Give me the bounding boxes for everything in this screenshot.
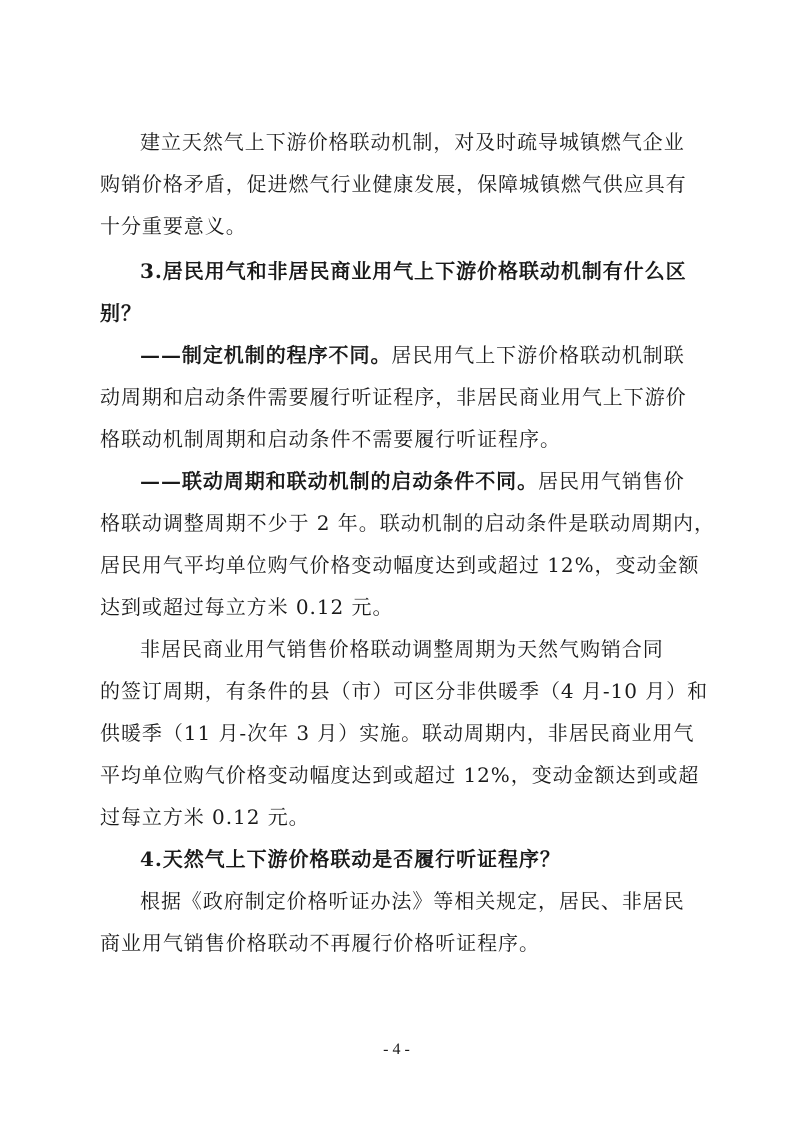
paragraph-line: 根据《政府制定价格听证办法》等相关规定，居民、非居民 (140, 889, 685, 913)
paragraph-line: ——联动周期和联动机制的启动条件不同。居民用气销售价 (140, 469, 685, 493)
paragraph-line: ——制定机制的程序不同。居民用气上下游价格联动机制联 (140, 343, 685, 367)
paragraph-line: 达到或超过每立方米 0.12 元。 (100, 595, 394, 619)
paragraph-line: 格联动机制周期和启动条件不需要履行听证程序。 (100, 427, 561, 451)
paragraph-line: 非居民商业用气销售价格联动调整周期为天然气购销合同 (140, 637, 664, 661)
paragraph-line: 平均单位购气价格变动幅度达到或超过 12%，变动金额达到或超 (100, 763, 700, 787)
section-heading: 3.居民用气和非居民商业用气上下游价格联动机制有什么区 (140, 259, 687, 283)
paragraph-line: 商业用气销售价格联动不再履行价格听证程序。 (100, 931, 540, 955)
emphasis-lead: ——联动周期和联动机制的启动条件不同。 (140, 469, 539, 493)
page-number: - 4 - (383, 1041, 410, 1058)
paragraph-line: 供暖季（11 月-次年 3 月）实施。联动周期内，非居民商业用气 (100, 721, 695, 745)
paragraph-line: 格联动调整周期不少于 2 年。联动机制的启动条件是联动周期内， (100, 511, 715, 535)
paragraph-line: 的签订周期，有条件的县（市）可区分非供暖季（4 月-10 月）和 (100, 679, 709, 703)
section-heading: 4.天然气上下游价格联动是否履行听证程序？ (140, 847, 561, 871)
paragraph-line: 动周期和启动条件需要履行听证程序，非居民商业用气上下游价 (100, 385, 687, 409)
paragraph-line: 居民用气平均单位购气价格变动幅度达到或超过 12%，变动金额 (100, 553, 700, 577)
paragraph-line: 购销价格矛盾，促进燃气行业健康发展，保障城镇燃气供应具有 (100, 172, 687, 196)
paragraph-line: 过每立方米 0.12 元。 (100, 805, 310, 829)
section-heading: 别？ (100, 301, 142, 325)
paragraph-line: 十分重要意义。 (100, 214, 247, 238)
emphasis-lead: ——制定机制的程序不同。 (140, 343, 392, 367)
paragraph-line: 建立天然气上下游价格联动机制，对及时疏导城镇燃气企业 (140, 130, 685, 154)
